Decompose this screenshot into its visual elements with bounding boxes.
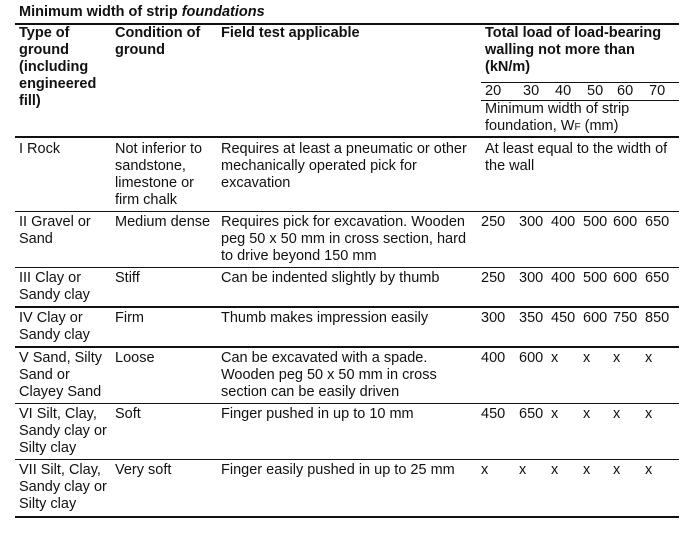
table-row: [15, 404, 679, 460]
cell-field-test: Finger easily pushed in up to 25 mm: [217, 460, 481, 518]
min-width-unit: (mm): [580, 118, 619, 134]
cell-min-width-value: 600: [519, 347, 551, 404]
strip-foundation-table: [15, 23, 679, 518]
table-row: [15, 347, 679, 404]
cell-field-test: Requires pick for excavation. Wooden peg 50 x 50 mm in cross section, hard to drive beyond 150 mm: [217, 212, 481, 268]
header-type-of-ground: Type of ground (including engineered fill): [15, 24, 111, 137]
cell-min-width-value: 300: [519, 268, 551, 308]
load-header-cell: 70: [645, 83, 679, 101]
cell-condition: Very soft: [111, 460, 217, 518]
table-row: [15, 137, 679, 212]
cell-min-width-value: x: [583, 347, 613, 404]
header-row: [15, 24, 679, 83]
cell-min-width-value: 500: [583, 268, 613, 308]
cell-min-width-value: 650: [645, 268, 679, 308]
cell-min-width-value: 300: [481, 307, 519, 347]
cell-min-width-value: x: [613, 460, 645, 518]
cell-ground-type: II Gravel or Sand: [15, 212, 111, 268]
cell-min-width-value: 600: [583, 307, 613, 347]
load-header-cell: 60: [613, 83, 645, 101]
cell-min-width-value: x: [613, 347, 645, 404]
cell-min-width-value: 250: [481, 268, 519, 308]
cell-min-width-value: x: [519, 460, 551, 518]
cell-min-width-note: At least equal to the width of the wall: [481, 137, 679, 212]
table-row: [15, 460, 679, 518]
cell-min-width-value: 400: [481, 347, 519, 404]
cell-condition: Firm: [111, 307, 217, 347]
load-header-cell: 40: [551, 83, 583, 101]
cell-condition: Not inferior to sandstone, limestone or firm chalk: [111, 137, 217, 212]
cell-min-width-value: x: [583, 460, 613, 518]
load-header-cell: 20: [481, 83, 519, 101]
cell-min-width-value: 600: [613, 212, 645, 268]
cell-min-width-value: x: [645, 404, 679, 460]
cell-min-width-value: x: [645, 460, 679, 518]
caption-text: Minimum width of strip: [19, 4, 182, 20]
cell-min-width-value: 650: [645, 212, 679, 268]
header-field-test: Field test applicable: [217, 24, 481, 137]
cell-min-width-value: x: [551, 404, 583, 460]
cell-min-width-value: 750: [613, 307, 645, 347]
min-width-subscript: F: [574, 122, 581, 133]
cell-min-width-value: x: [551, 460, 583, 518]
cell-condition: Soft: [111, 404, 217, 460]
cell-field-test: Can be excavated with a spade. Wooden peg 50 x 50 mm in cross section can be easily driven: [217, 347, 481, 404]
cell-min-width-value: x: [551, 347, 583, 404]
table-row: [15, 268, 679, 308]
cell-condition: Stiff: [111, 268, 217, 308]
cell-min-width-value: x: [583, 404, 613, 460]
table-row: [15, 212, 679, 268]
cell-min-width-value: 500: [583, 212, 613, 268]
cell-condition: Medium dense: [111, 212, 217, 268]
cell-ground-type: VI Silt, Clay, Sandy clay or Silty clay: [15, 404, 111, 460]
header-min-width: [481, 101, 679, 138]
cell-min-width-value: x: [645, 347, 679, 404]
cell-min-width-value: 400: [551, 268, 583, 308]
cell-min-width-value: x: [613, 404, 645, 460]
cell-min-width-value: 450: [481, 404, 519, 460]
cell-ground-type: I Rock: [15, 137, 111, 212]
cell-min-width-value: 850: [645, 307, 679, 347]
cell-field-test: Can be indented slightly by thumb: [217, 268, 481, 308]
cell-min-width-value: 650: [519, 404, 551, 460]
cell-condition: Loose: [111, 347, 217, 404]
cell-min-width-value: 350: [519, 307, 551, 347]
cell-min-width-value: 250: [481, 212, 519, 268]
cell-ground-type: VII Silt, Clay, Sandy clay or Silty clay: [15, 460, 111, 518]
cell-field-test: Finger pushed in up to 10 mm: [217, 404, 481, 460]
cell-field-test: Thumb makes impression easily: [217, 307, 481, 347]
header-condition: Condition of ground: [111, 24, 217, 137]
cell-min-width-value: 450: [551, 307, 583, 347]
cell-min-width-value: 600: [613, 268, 645, 308]
cell-ground-type: IV Clay or Sandy clay: [15, 307, 111, 347]
min-width-label: Minimum width of strip foundation, W: [485, 101, 630, 134]
load-header-cell: 50: [583, 83, 613, 101]
cell-field-test: Requires at least a pneumatic or other mechanically operated pick for excavation: [217, 137, 481, 212]
header-total-load: Total load of load-bearing walling not more than (kN/m): [481, 24, 679, 83]
load-header-cell: 30: [519, 83, 551, 101]
cell-min-width-value: x: [481, 460, 519, 518]
table-caption: [19, 4, 265, 21]
cell-min-width-value: 300: [519, 212, 551, 268]
table-row: [15, 307, 679, 347]
cell-ground-type: V Sand, Silty Sand or Clayey Sand: [15, 347, 111, 404]
caption-italic-text: foundations: [181, 4, 265, 20]
cell-min-width-value: 400: [551, 212, 583, 268]
cell-ground-type: III Clay or Sandy clay: [15, 268, 111, 308]
